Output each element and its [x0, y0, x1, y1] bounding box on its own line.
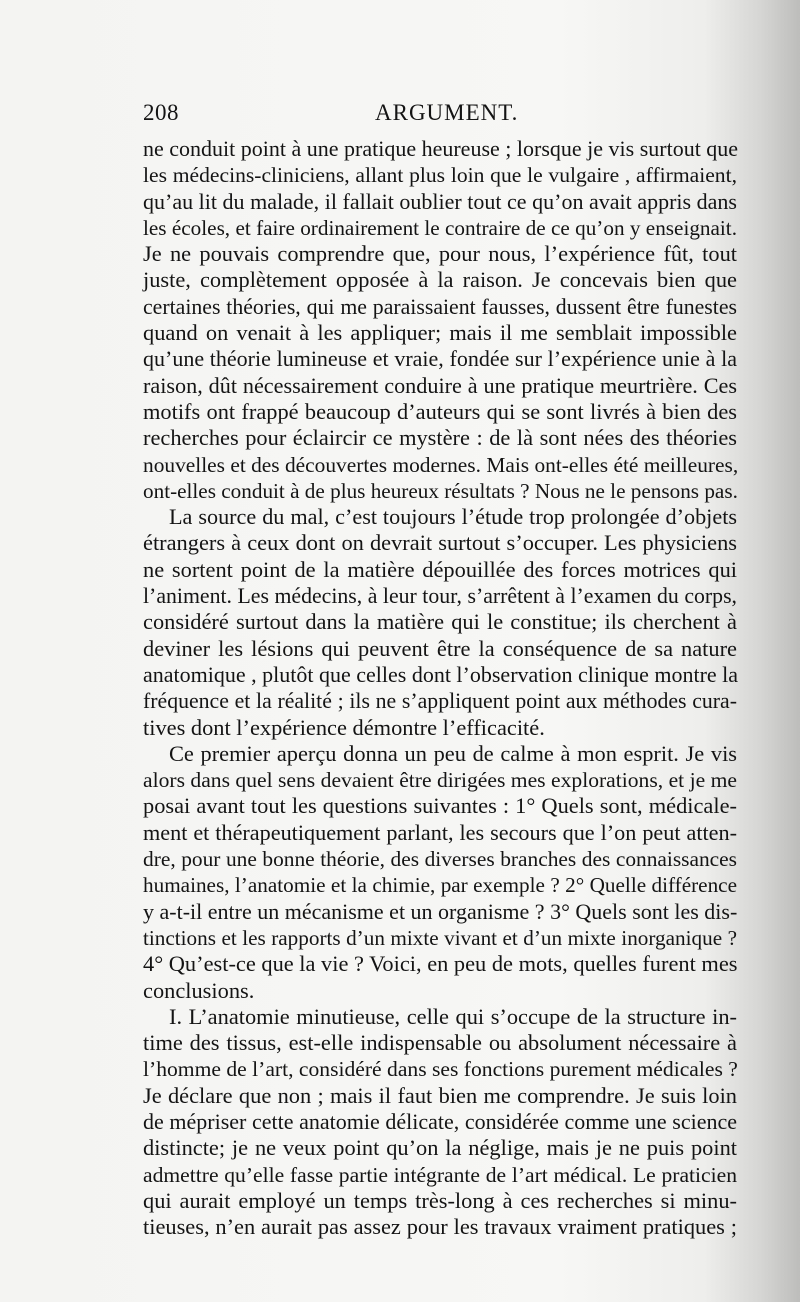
- text-line: tives dont l’expérience démontre l’efficacité.: [143, 714, 545, 740]
- text-line: ment et thérapeutiquement parlant, les secours que l’on peut atten-: [143, 819, 737, 845]
- text-line: raison, dût nécessairement conduire à une pratique meurtrière. Ces: [143, 372, 737, 398]
- text-line: fréquence et la réalité ; ils ne s’appliquent point aux méthodes cura-: [143, 689, 737, 714]
- text-line: quand on venait à les appliquer; mais il me semblait impossible: [143, 320, 737, 346]
- text-line: qu’au lit du malade, il fallait oublier tout ce qu’on avait appris dans: [143, 188, 737, 214]
- text-line: 4° Qu’est-ce que la vie ? Voici, en peu de mots, quelles furent mes: [143, 951, 738, 977]
- text-line: distincte; je ne veux point qu’on la néglige, mais je ne puis point: [143, 1135, 737, 1161]
- running-title: ARGUMENT.: [375, 100, 519, 125]
- text-line: time des tissus, est-elle indispensable ou absolument nécessaire à: [143, 1030, 737, 1056]
- text-line: posai avant tout les questions suivantes : 1° Quels sont, médicale-: [143, 793, 737, 819]
- text-line: ne sortent point de la matière dépouillée des forces motrices qui: [143, 556, 737, 582]
- text-line: étrangers à ceux dont on devrait surtout s’occuper. Les physiciens: [143, 530, 737, 556]
- body-text: [143, 136, 737, 1240]
- text-line: considéré surtout dans la matière qui le constitue; ils cherchent à: [143, 609, 737, 635]
- text-line: l’animent. Les médecins, à leur tour, s’arrêtent à l’examen du corps,: [143, 584, 737, 609]
- text-line: les écoles, et faire ordinairement le contraire de ce qu’on y enseignait.: [143, 215, 737, 240]
- text-line: qu’une théorie lumineuse et vraie, fondée sur l’expérience unie à la: [143, 346, 737, 372]
- text-line: conclusions.: [143, 977, 255, 1003]
- text-line: Je ne pouvais comprendre que, pour nous, l’expérience fût, tout: [143, 241, 737, 267]
- text-line: juste, complètement opposée à la raison. Je concevais bien que: [143, 267, 737, 293]
- text-line: tieuses, n’en aurait pas assez pour les travaux vraiment pratiques ;: [143, 1214, 737, 1240]
- text-line: La source du mal, c’est toujours l’étude trop prolongée d’objets: [169, 504, 737, 530]
- text-line: dre, pour une bonne théorie, des diverses branches des connaissances: [143, 847, 737, 872]
- text-line: certaines théories, qui me paraissaient fausses, dussent être funestes: [143, 294, 737, 319]
- text-line: deviner les lésions qui peuvent être la conséquence de sa nature: [143, 635, 737, 661]
- text-line: anatomique , plutôt que celles dont l’observation clinique montre la: [143, 661, 739, 687]
- text-line: nouvelles et des découvertes modernes. Mais ont-elles été meilleures,: [143, 452, 739, 477]
- text-line: tinctions et les rapports d’un mixte vivant et d’un mixte inorganique ?: [143, 925, 737, 950]
- text-line: Ce premier aperçu donna un peu de calme à mon esprit. Je vis: [169, 740, 737, 766]
- text-line: y a-t-il entre un mécanisme et un organisme ? 3° Quels sont les dis-: [143, 898, 738, 924]
- text-line: ne conduit point à une pratique heureuse ; lorsque je vis surtout que: [143, 136, 739, 161]
- text-line: Je déclare que non ; mais il faut bien me comprendre. Je suis loin: [143, 1082, 737, 1108]
- text-line: admettre qu’elle fasse partie intégrante de l’art médical. Le praticien: [143, 1162, 737, 1187]
- text-line: recherches pour éclaircir ce mystère : de là sont nées des théories: [143, 425, 737, 451]
- page-header: [143, 100, 725, 132]
- text-line: les médecins-cliniciens, allant plus loin que le vulgaire , affirmaient,: [143, 163, 737, 188]
- text-line: motifs ont frappé beaucoup d’auteurs qui se sont livrés à bien des: [143, 398, 737, 424]
- text-line: l’homme de l’art, considéré dans ses fonctions purement médicales ?: [143, 1057, 738, 1082]
- page-number: 208: [143, 100, 179, 125]
- text-line: de mépriser cette anatomie délicate, considérée comme une science: [143, 1108, 737, 1134]
- text-line: qui aurait employé un temps très-long à ces recherches si minu-: [143, 1187, 737, 1213]
- text-line: I. L’anatomie minutieuse, celle qui s’occupe de la structure in-: [169, 1003, 737, 1029]
- text-line: ont-elles conduit à de plus heureux résultats ? Nous ne le pensons pas.: [143, 478, 738, 503]
- text-line: alors dans quel sens devaient être dirigées mes explorations, et je me: [143, 768, 737, 793]
- text-line: humaines, l’anatomie et la chimie, par exemple ? 2° Quelle différence: [143, 873, 737, 898]
